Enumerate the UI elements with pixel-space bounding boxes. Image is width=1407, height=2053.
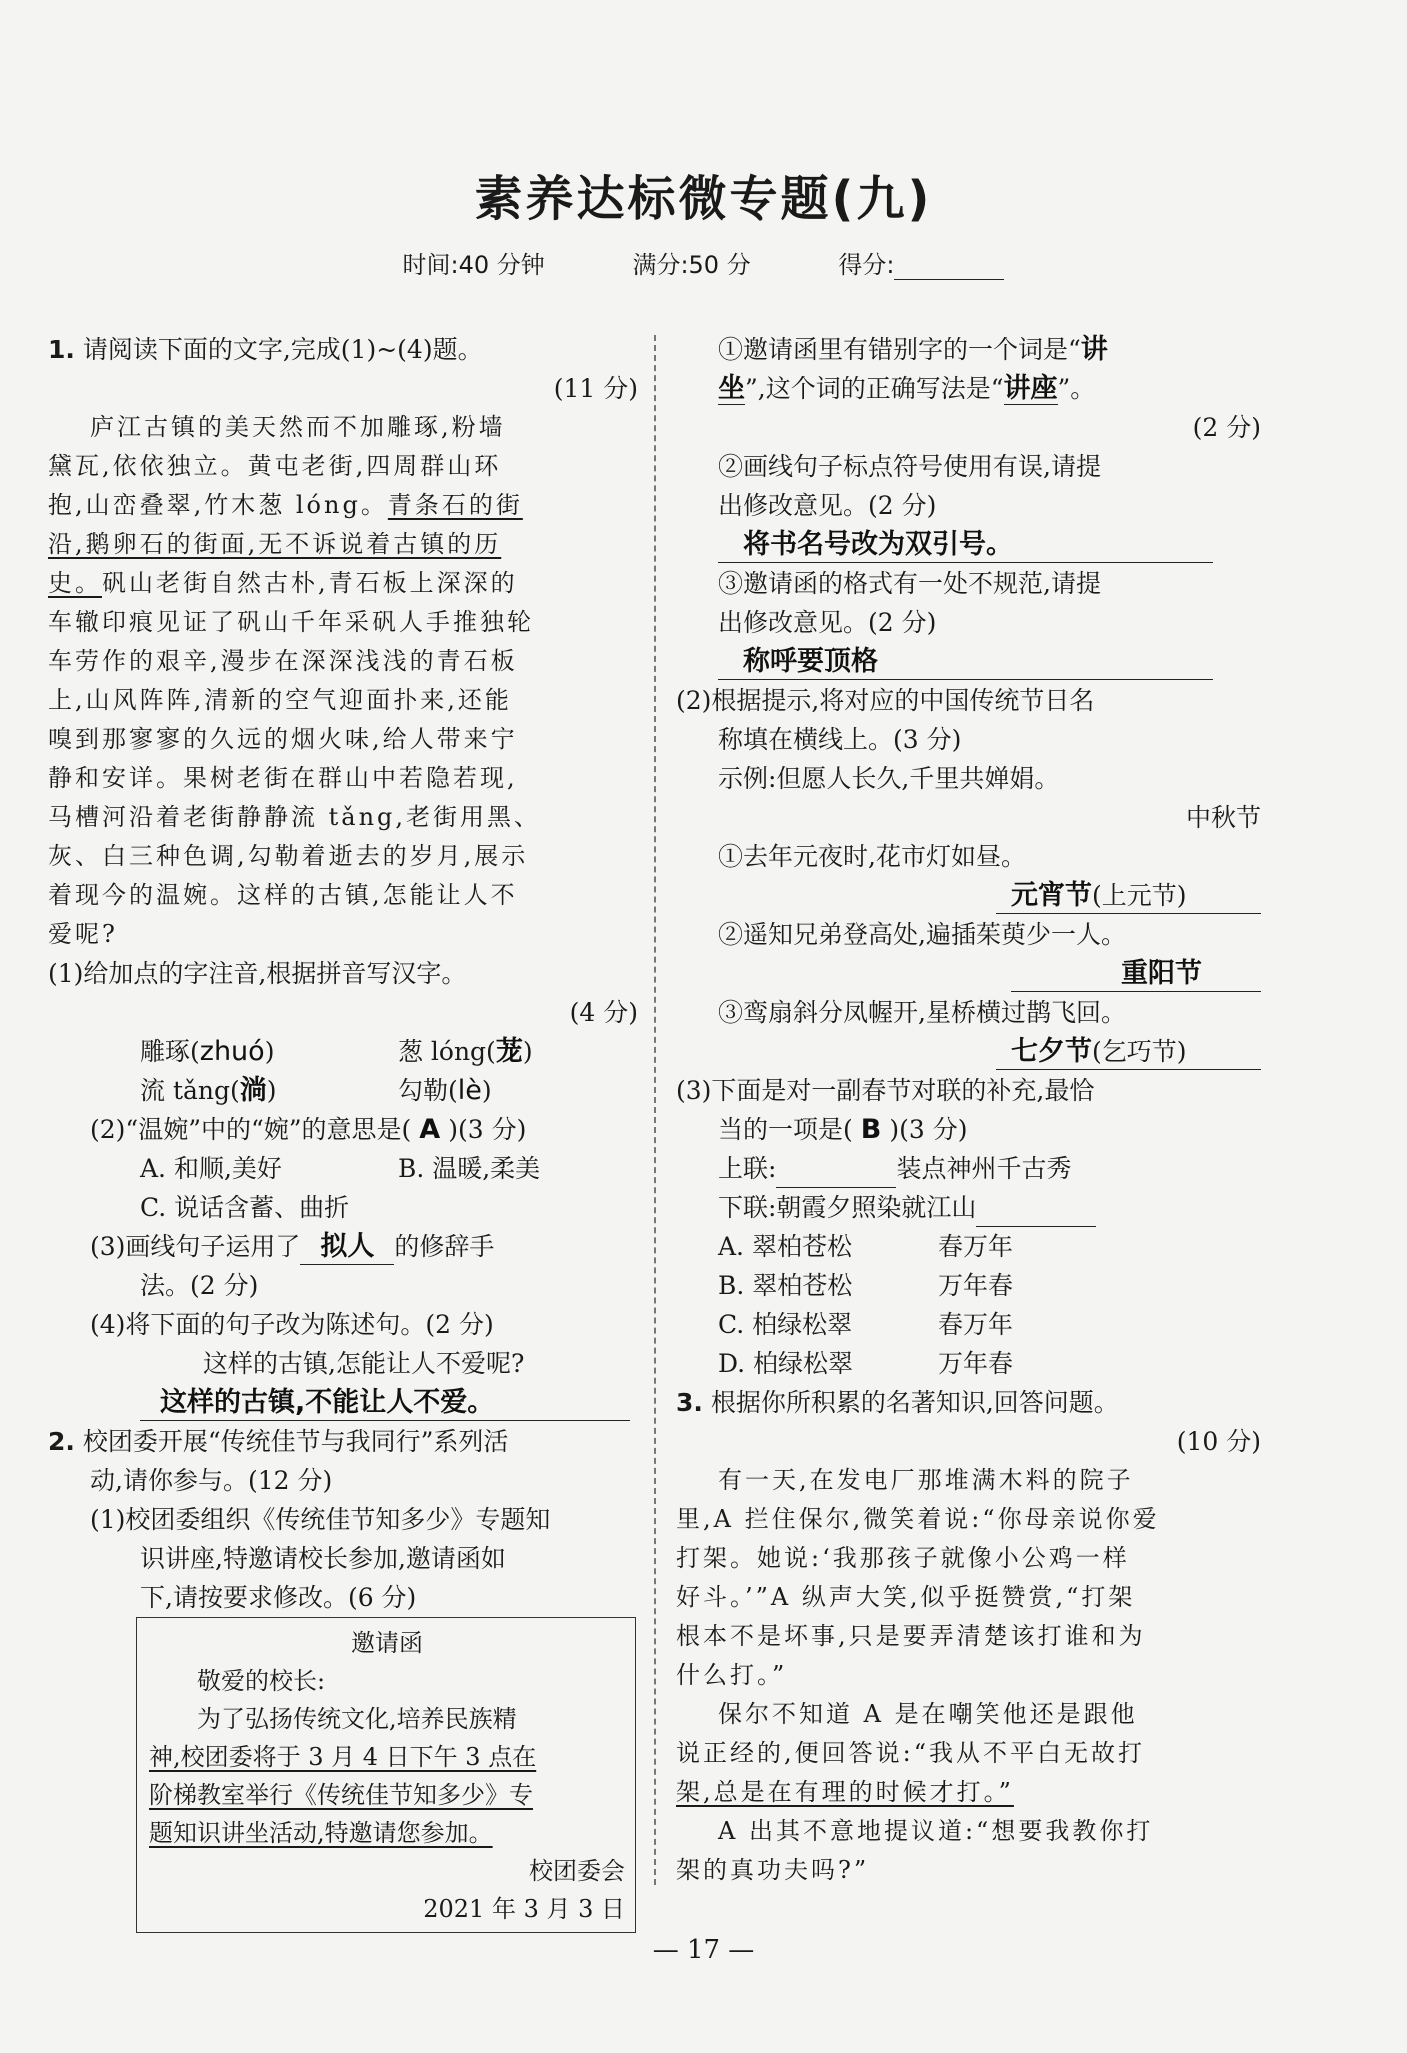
handwritten-answer[interactable]: 拟人 bbox=[300, 1230, 394, 1265]
q1-points: (11 分) bbox=[553, 374, 638, 403]
passage-text: 抱,山峦叠翠,竹木葱 lóng。 bbox=[48, 491, 388, 519]
couplet-upper bbox=[676, 1149, 1261, 1188]
answer-note: (乞巧节) bbox=[1092, 1037, 1187, 1066]
passage-text: 矾山老街自然古朴,青石板上深深的 bbox=[102, 569, 518, 597]
q2-sub1-q2-cont: 出修改意见。(2 分) bbox=[718, 491, 937, 520]
handwritten-answer[interactable]: lè bbox=[457, 1075, 482, 1106]
handwritten-answer[interactable]: zhuó bbox=[199, 1036, 265, 1067]
q2-sub1-q3: ③邀请函的格式有一处不规范,请提 bbox=[718, 569, 1101, 598]
handwritten-answer: 元宵节 bbox=[1011, 880, 1092, 911]
q1-sub1-row bbox=[48, 1071, 638, 1110]
item-text: ) bbox=[481, 1076, 492, 1105]
stem-text: )(3 分) bbox=[448, 1115, 527, 1144]
letter-signature: 校团委会 bbox=[529, 1857, 625, 1885]
q3-passage bbox=[676, 1461, 1261, 1890]
passage-line: A 出其不意地提议道:“想要我教你打 bbox=[718, 1817, 1154, 1845]
option-left: C. 柏绿松翠 bbox=[718, 1310, 853, 1339]
page-number: — 17 — bbox=[652, 1935, 755, 1965]
q2-stem bbox=[48, 1422, 638, 1461]
passage-line: 嗅到那寥寥的久远的烟火味,给人带来宁 bbox=[48, 725, 518, 753]
letter-body-line: 神,校团委将于 3 月 4 日下午 3 点在 bbox=[149, 1743, 537, 1771]
column-divider bbox=[654, 335, 656, 1885]
option-right: 春万年 bbox=[938, 1310, 1014, 1339]
q1-sub1-row bbox=[48, 1032, 638, 1071]
q1-sub4-stem: (4)将下面的句子改为陈述句。(2 分) bbox=[90, 1310, 494, 1339]
passage-line: 打架。她说:‘我那孩子就像小公鸡一样 bbox=[676, 1544, 1130, 1572]
q2-sub1-line: (1)校团委组织《传统佳节知多少》专题知 bbox=[90, 1505, 551, 1534]
passage-line bbox=[676, 1773, 1261, 1812]
couplet-lower bbox=[676, 1188, 1261, 1227]
passage-line: 保尔不知道 A 是在嘲笑他还是跟他 bbox=[718, 1700, 1138, 1728]
pinyin-item bbox=[140, 1071, 360, 1110]
handwritten-answer[interactable]: A bbox=[419, 1114, 441, 1145]
q3-stem bbox=[676, 1383, 1261, 1422]
letter-body-line: 为了弘扬传统文化,培养民族精 bbox=[197, 1705, 517, 1733]
q2-sub1-q3-cont: 出修改意见。(2 分) bbox=[718, 608, 937, 637]
q2-sub3-stem: (3)下面是对一副春节对联的补充,最恰 bbox=[676, 1076, 1095, 1105]
passage-line: 好斗。’”A 纵声大笑,似乎挺赞赏,“打架 bbox=[676, 1583, 1136, 1611]
right-column bbox=[676, 330, 1261, 1890]
q1-sub4-answer-line bbox=[48, 1383, 638, 1422]
score-label: 得分: bbox=[838, 251, 895, 279]
passage-line: 架的真功夫吗?” bbox=[676, 1856, 870, 1884]
stem-text: (2)“温婉”中的“婉”的意思是( bbox=[90, 1115, 412, 1144]
q1-sub2-options bbox=[48, 1149, 638, 1188]
option-a[interactable]: A. 和顺,美好 bbox=[140, 1154, 282, 1183]
q2-number: 2. bbox=[48, 1427, 75, 1456]
pinyin-item bbox=[140, 1032, 360, 1071]
passage-line: 有一天,在发电厂那堆满木料的院子 bbox=[718, 1466, 1134, 1494]
q1-stem-text: 请阅读下面的文字,完成(1)~(4)题。 bbox=[82, 335, 483, 364]
couplet-option[interactable] bbox=[676, 1305, 1261, 1344]
item-text: 雕琢( bbox=[140, 1037, 200, 1066]
passage-line: 黛瓦,依依独立。黄屯老街,四周群山环 bbox=[48, 452, 502, 480]
q3-number: 3. bbox=[676, 1388, 703, 1417]
full-score-label: 满分:50 分 bbox=[632, 251, 751, 279]
passage-line: 静和安详。果树老街在群山中若隐若现, bbox=[48, 764, 518, 792]
q2-sub3-stem-cont bbox=[676, 1110, 1261, 1149]
item-text: 葱 lóng( bbox=[397, 1037, 496, 1066]
underlined-sentence: 史。 bbox=[48, 569, 102, 597]
stem-text: ”。 bbox=[1057, 374, 1096, 403]
handwritten-answer[interactable]: 坐 bbox=[718, 373, 745, 404]
option-right: 万年春 bbox=[938, 1349, 1014, 1378]
item-text: ) bbox=[264, 1037, 275, 1066]
festival-answer[interactable] bbox=[996, 879, 1261, 914]
handwritten-answer[interactable]: 称呼要顶格 bbox=[718, 645, 1213, 680]
q1-sub1-points: (4 分) bbox=[569, 998, 638, 1027]
option-right: 万年春 bbox=[938, 1271, 1014, 1300]
passage-line: 什么打。” bbox=[676, 1661, 788, 1689]
handwritten-answer[interactable]: 茏 bbox=[495, 1036, 523, 1067]
stem-text: (3)画线句子运用了 bbox=[90, 1232, 301, 1261]
passage-line: 根本不是坏事,只是要弄清楚该打谁和为 bbox=[676, 1622, 1146, 1650]
passage-line: 车劳作的艰辛,漫步在深深浅浅的青石板 bbox=[48, 647, 518, 675]
item-text: ) bbox=[522, 1037, 533, 1066]
lower-label: 下联:朝霞夕照染就江山 bbox=[718, 1193, 977, 1222]
q2-stem-cont: 动,请你参与。(12 分) bbox=[90, 1466, 333, 1495]
festival-answer[interactable] bbox=[996, 1035, 1261, 1070]
q2-stem-text: 校团委开展“传统佳节与我同行”系列活 bbox=[82, 1427, 509, 1456]
q1-sub1-stem: (1)给加点的字注音,根据拼音写汉字。 bbox=[48, 959, 467, 988]
couplet-option[interactable] bbox=[676, 1344, 1261, 1383]
q1-stem bbox=[48, 330, 638, 369]
handwritten-answer[interactable]: 讲座 bbox=[1003, 373, 1058, 404]
festival-question: ②遥知兄弟登高处,遍插茱萸少一人。 bbox=[718, 920, 1126, 949]
score-field[interactable] bbox=[838, 251, 1004, 279]
q3-stem-text: 根据你所积累的名著知识,回答问题。 bbox=[710, 1388, 1119, 1417]
item-text: 勾勒( bbox=[397, 1076, 458, 1105]
pinyin-item bbox=[398, 1037, 533, 1066]
stem-text: 的修辞手 bbox=[394, 1232, 495, 1261]
handwritten-answer[interactable]: B bbox=[860, 1114, 882, 1145]
q1-sub2-stem bbox=[48, 1110, 638, 1149]
q2-sub1-q3-answer-line bbox=[676, 642, 1261, 681]
q2-sub2-example-answer: 中秋节 bbox=[1185, 803, 1261, 832]
q2-sub1-line: 识讲座,特邀请校长参加,邀请函如 bbox=[140, 1544, 506, 1573]
passage-line: 爱呢? bbox=[48, 920, 118, 948]
stem-text: ”,这个词的正确写法是“ bbox=[745, 374, 1004, 403]
q1-number: 1. bbox=[48, 335, 75, 364]
q3-points: (10 分) bbox=[1176, 1427, 1261, 1456]
lower-blank[interactable] bbox=[976, 1202, 1096, 1227]
underlined-sentence: 架,总是在有理的时候才打。” bbox=[676, 1778, 1014, 1806]
option-c[interactable]: C. 说话含蓄、曲折 bbox=[140, 1193, 350, 1222]
stem-text: 当的一项是( bbox=[718, 1115, 853, 1144]
option-left: B. 翠柏苍松 bbox=[718, 1271, 853, 1300]
time-label: 时间:40 分钟 bbox=[402, 251, 545, 279]
passage-line: 庐江古镇的美天然而不加雕琢,粉墙 bbox=[90, 413, 506, 441]
option-left: D. 柏绿松翠 bbox=[718, 1349, 854, 1378]
festival-answer[interactable] bbox=[1011, 957, 1261, 992]
couplet-option[interactable] bbox=[676, 1227, 1261, 1266]
option-left: A. 翠柏苍松 bbox=[718, 1232, 852, 1261]
upper-label: 上联: bbox=[718, 1154, 777, 1183]
handwritten-answer[interactable]: 讲 bbox=[1080, 334, 1108, 365]
handwritten-answer: 七夕节 bbox=[1011, 1036, 1092, 1067]
passage-line: 灰、白三种色调,勾勒着逝去的岁月,展示 bbox=[48, 842, 529, 870]
option-b[interactable]: B. 温暖,柔美 bbox=[397, 1154, 541, 1183]
handwritten-answer[interactable]: 这样的古镇,不能让人不爱。 bbox=[140, 1386, 630, 1421]
letter-body-line: 题知识讲坐活动,特邀请您参加。 bbox=[149, 1819, 493, 1847]
upper-text: 装点神州千古秀 bbox=[896, 1154, 1072, 1183]
score-blank[interactable] bbox=[894, 257, 1004, 280]
festival-question: ①去年元夜时,花市灯如昼。 bbox=[718, 842, 1026, 871]
answer-note: (上元节) bbox=[1092, 881, 1187, 910]
letter-salutation: 敬爱的校长: bbox=[197, 1667, 326, 1695]
left-column bbox=[48, 330, 638, 1933]
festival-question: ③鸾扇斜分凤幄开,星桥横过鹊飞回。 bbox=[718, 998, 1126, 1027]
q2-sub1-q1-cont bbox=[676, 369, 1261, 408]
handwritten-answer[interactable]: 将书名号改为双引号。 bbox=[718, 528, 1213, 563]
exam-meta bbox=[0, 245, 1407, 280]
q1-sub3-stem bbox=[48, 1227, 638, 1266]
q2-sub1-q2: ②画线句子标点符号使用有误,请提 bbox=[718, 452, 1101, 481]
q1-sub3-cont: 法。(2 分) bbox=[140, 1271, 259, 1300]
festival-answer-line bbox=[676, 954, 1261, 993]
passage-line: 里,A 拦住保尔,微笑着说:“你母亲说你爱 bbox=[676, 1505, 1160, 1533]
letter-body-line: 阶梯教室举行《传统佳节知多少》专 bbox=[149, 1781, 533, 1809]
stem-text: )(3 分) bbox=[889, 1115, 968, 1144]
passage-line: 马槽河沿着老街静静流 tǎng,老街用黑、 bbox=[48, 803, 542, 831]
handwritten-answer[interactable]: 淌 bbox=[239, 1075, 267, 1106]
pinyin-item bbox=[398, 1076, 492, 1105]
option-right: 春万年 bbox=[938, 1232, 1014, 1261]
q2-sub1-line: 下,请按要求修改。(6 分) bbox=[140, 1583, 417, 1612]
q1-passage bbox=[48, 408, 638, 954]
letter-date: 2021 年 3 月 3 日 bbox=[423, 1895, 625, 1923]
q2-sub2-stem: (2)根据提示,将对应的中国传统节日名 bbox=[676, 686, 1095, 715]
upper-blank[interactable] bbox=[776, 1163, 896, 1188]
q2-sub2-stem-cont: 称填在横线上。(3 分) bbox=[718, 725, 962, 754]
passage-line: 着现今的温婉。这样的古镇,怎能让人不 bbox=[48, 881, 518, 909]
couplet-option[interactable] bbox=[676, 1266, 1261, 1305]
letter-title: 邀请函 bbox=[351, 1629, 423, 1657]
festival-answer-line bbox=[676, 1032, 1261, 1071]
passage-line: 上,山风阵阵,清新的空气迎面扑来,还能 bbox=[48, 686, 512, 714]
passage-line bbox=[48, 486, 638, 525]
passage-line: 说正经的,便回答说:“我从不平白无故打 bbox=[676, 1739, 1145, 1767]
item-text: 流 tǎng( bbox=[140, 1076, 240, 1105]
stem-text: ①邀请函里有错别字的一个词是“ bbox=[718, 335, 1081, 364]
underlined-sentence: 青条石的街 bbox=[387, 491, 523, 519]
handwritten-answer: 重阳节 bbox=[1121, 958, 1202, 989]
item-text: ) bbox=[266, 1076, 277, 1105]
passage-line bbox=[48, 564, 638, 603]
festival-answer-line bbox=[676, 876, 1261, 915]
passage-line bbox=[48, 525, 638, 564]
underlined-sentence: 沿,鹅卵石的街面,无不诉说着古镇的历 bbox=[48, 530, 502, 558]
invitation-letter bbox=[136, 1617, 636, 1933]
page-title: 素养达标微专题(九) bbox=[474, 171, 933, 227]
q2-sub2-example: 示例:但愿人长久,千里共婵娟。 bbox=[718, 764, 1060, 793]
passage-line: 车辙印痕见证了矾山千年采矾人手推独轮 bbox=[48, 608, 534, 636]
q1-sub4-sentence: 这样的古镇,怎能让人不爱呢? bbox=[203, 1349, 525, 1378]
q2-sub1-q2-answer-line bbox=[676, 525, 1261, 564]
q2-sub1-q1 bbox=[676, 330, 1261, 369]
q2-sub1-q1-points: (2 分) bbox=[1192, 413, 1261, 442]
